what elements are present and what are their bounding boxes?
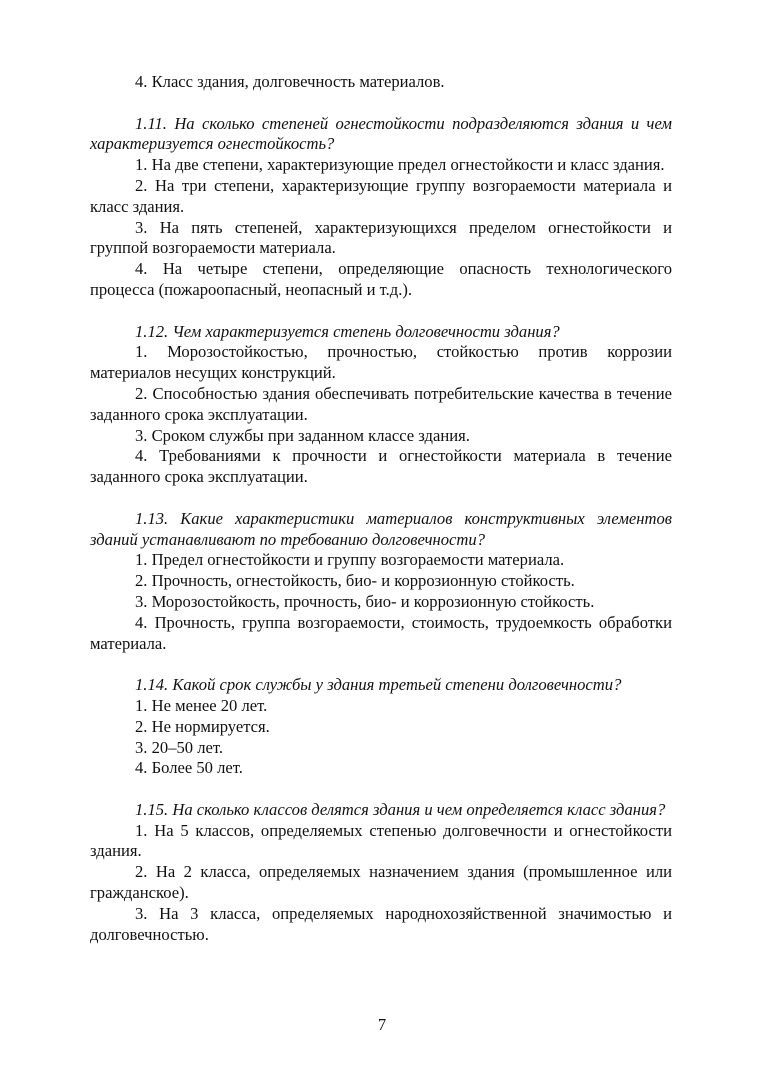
answer-text: 4. На четыре степени, определяющие опасность технологического процесса (пожароопасный, неопасный и т.д.). (90, 259, 672, 299)
answer-text: 1. На 5 классов, определяемых степенью долговечности и огнестойкости здания. (90, 820, 672, 861)
answer-text: 3. На пять степеней, характеризующихся пределом огнестойкости и группой возгораемости материала. (90, 217, 672, 258)
answer-text: 3. Морозостойкость, прочность, био- и коррозионную стойкость. (135, 591, 595, 611)
answer-text: 3. 20–50 лет. (135, 737, 224, 757)
question-text: 1.15. На сколько классов делятся здания и чем определяется класс здания? (135, 799, 666, 819)
answer-text: 2. Не нормируется. (135, 716, 270, 736)
question-text: 1.12. Чем характеризуется степень долговечности здания? (135, 321, 560, 341)
question-block-1-14 (90, 675, 672, 779)
question-block-1-11 (90, 114, 672, 301)
page-content (90, 72, 672, 966)
intro-block (90, 72, 672, 93)
answer-text: 3. Сроком службы при заданном классе здания. (135, 425, 470, 445)
answer-text: 1. Морозостойкостью, прочностью, стойкостью против коррозии материалов несущих конструкций. (90, 342, 672, 383)
answer-text: 4. Класс здания, долговечность материалов. (135, 72, 445, 91)
answer-text: 4. Прочность, группа возгораемости, стоимость, трудоемкость обработки материала. (90, 612, 672, 653)
answer-text: 1. Предел огнестойкости и группу возгораемости материала. (135, 550, 565, 570)
question-text: 1.13. Какие характеристики материалов конструктивных элементов зданий устанавливают по требованию долговечности? (90, 508, 672, 549)
answer-text: 2. На три степени, характеризующие группу возгораемости материала и класс здания. (90, 175, 672, 216)
question-block-1-13 (90, 509, 672, 655)
page-number: 7 (377, 1015, 387, 1034)
answer-text: 4. Требованиями к прочности и огнестойкости материала в течение заданного срока эксплуатации. (90, 446, 672, 487)
answer-text: 1. Не менее 20 лет. (135, 695, 268, 715)
answer-text: 4. Более 50 лет. (135, 758, 243, 778)
question-block-1-15 (90, 800, 672, 946)
question-text: 1.14. Какой срок службы у здания третьей степени долговечности? (135, 675, 622, 695)
question-block-1-12 (90, 322, 672, 488)
answer-text: 2. Прочность, огнестойкость, био- и коррозионную стойкость. (135, 571, 575, 591)
answer-text: 1. На две степени, характеризующие предел огнестойкости и класс здания. (135, 155, 665, 175)
answer-text: 3. На 3 класса, определяемых народнохозяйственной значимостью и долговечностью. (90, 903, 672, 944)
answer-text: 2. На 2 класса, определяемых назначением здания (промышленное или гражданское). (90, 862, 672, 903)
answer-text: 2. Способностью здания обеспечивать потребительские качества в течение заданного срока эксплуатации. (90, 383, 672, 424)
question-text: 1.11. На сколько степеней огнестойкости подразделяются здания и чем характеризуется огнестойкость? (90, 113, 672, 154)
